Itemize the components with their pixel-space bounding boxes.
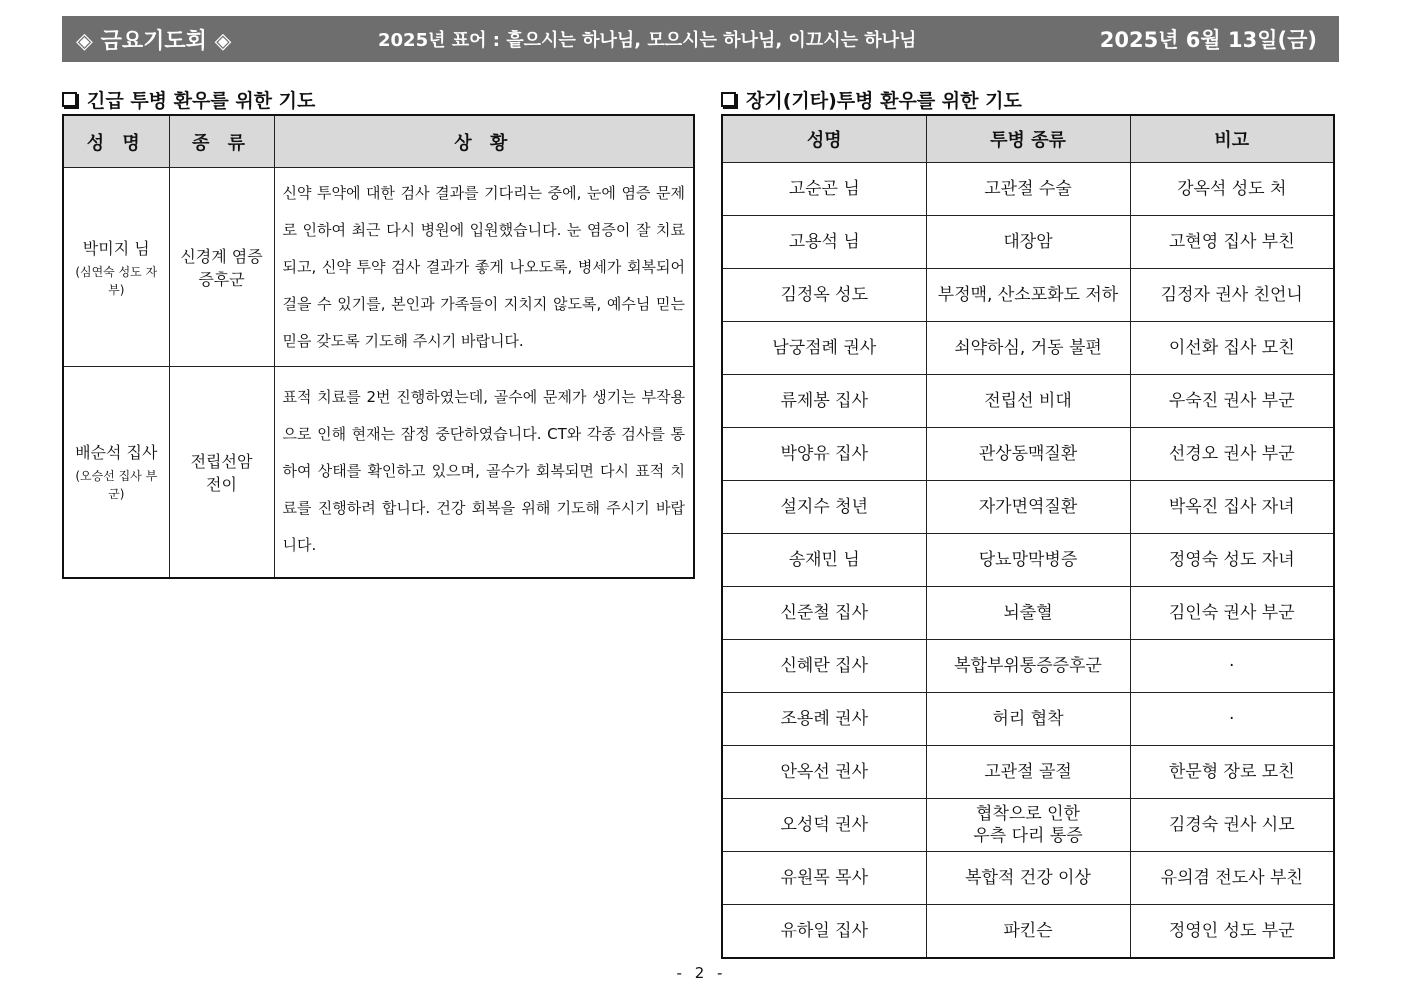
illness-type: 복합부위통증증후군 [926,640,1130,693]
illness-type: 파킨슨 [926,905,1130,959]
illness-type: 고관절 골절 [926,746,1130,799]
note: · [1130,640,1334,693]
table-row [722,428,1334,481]
year-motto: 2025년 표어 : 흩으시는 하나님, 모으시는 하나님, 이끄시는 하나님 [378,30,917,51]
table-row [722,163,1334,216]
patient-name: 유하일 집사 [722,905,926,959]
table-row [63,168,694,367]
urgent-section-title [62,86,315,113]
note: 고현영 집사 부친 [1130,216,1334,269]
illness-type: 당뇨망막병증 [926,534,1130,587]
patient-name: 송재민 님 [722,534,926,587]
patient-name: 김정옥 성도 [722,269,926,322]
patient-name: 조용례 권사 [722,693,926,746]
column-header-illness: 투병 종류 [926,115,1130,163]
column-header-name: 성 명 [63,115,169,168]
table-row [722,587,1334,640]
checkbox-square-icon [721,92,736,107]
patient-cell [63,367,169,578]
note: · [1130,693,1334,746]
situation-text: 신약 투약에 대한 검사 결과를 기다리는 중에, 눈에 염증 문제로 인하여 최근 다시 병원에 입원했습니다. 눈 염증이 잘 치료되고, 신약 투약 검사 결과가 좋게 나오도록, 병세가 회복되어 걸을 수 있기를, 본인과 가족들이 지치지 않도록, 예수님 믿는 믿음 갖도록 기도해 주시기 바랍니다. [274,168,694,367]
longterm-section-title-text: 장기(기타)투병 환우를 위한 기도 [746,90,1022,112]
note: 박옥진 집사 자녀 [1130,481,1334,534]
note: 강옥석 성도 처 [1130,163,1334,216]
illness-type: 뇌출혈 [926,587,1130,640]
column-header-name: 성명 [722,115,926,163]
patient-name: 남궁점례 권사 [722,322,926,375]
patient-name: 박양유 집사 [722,428,926,481]
checkbox-square-icon [62,92,77,107]
illness-type: 대장암 [926,216,1130,269]
illness-type: 쇠약하심, 거동 불편 [926,322,1130,375]
patient-cell [63,168,169,367]
column-header-type: 종 류 [169,115,274,168]
table-row [63,367,694,578]
patient-name: 박미지 님 [82,238,150,258]
situation-text: 표적 치료를 2번 진행하였는데, 골수에 문제가 생기는 부작용으로 인해 현재는 잠정 중단하였습니다. CT와 각종 검사를 통하여 상태를 확인하고 있으며, 골수가 회복되면 다시 표적 치료를 진행하려 합니다. 건강 회복을 위해 기도해 주시기 바랍니다. [274,367,694,578]
patient-name: 고용석 님 [722,216,926,269]
urgent-prayer-table [62,114,695,579]
illness-type: 전립선암 전이 [169,367,274,578]
patient-relation: (오승선 집사 부군) [75,469,158,502]
page-header [62,16,1339,62]
note: 정영인 성도 부군 [1130,905,1334,959]
column-header-note: 비고 [1130,115,1334,163]
illness-type: 고관절 수술 [926,163,1130,216]
longterm-prayer-table [721,114,1335,959]
patient-name: 신준철 집사 [722,587,926,640]
illness-type: 신경계 염증 증후군 [169,168,274,367]
page-number: - 2 - [676,964,727,982]
patient-name: 유원목 목사 [722,852,926,905]
note: 김정자 권사 친언니 [1130,269,1334,322]
table-row [722,640,1334,693]
service-date: 2025년 6월 13일(금) [1099,28,1317,52]
illness-type: 자가면역질환 [926,481,1130,534]
patient-name: 안옥선 권사 [722,746,926,799]
note: 김인숙 권사 부군 [1130,587,1334,640]
patient-name: 신혜란 집사 [722,640,926,693]
table-header-row [722,115,1334,163]
note: 선경오 권사 부군 [1130,428,1334,481]
table-row [722,269,1334,322]
table-row [722,799,1334,852]
note: 이선화 집사 모친 [1130,322,1334,375]
note: 유의겸 전도사 부친 [1130,852,1334,905]
illness-type: 관상동맥질환 [926,428,1130,481]
table-row [722,746,1334,799]
note: 김경숙 권사 시모 [1130,799,1334,852]
table-row [722,693,1334,746]
page-title: ◈ 금요기도회 ◈ [76,28,232,54]
patient-name: 배순석 집사 [75,443,158,463]
note: 한문형 장로 모친 [1130,746,1334,799]
patient-name: 오성덕 권사 [722,799,926,852]
note: 우숙진 권사 부군 [1130,375,1334,428]
table-row [722,322,1334,375]
patient-name: 고순곤 님 [722,163,926,216]
table-row [722,534,1334,587]
table-row [722,905,1334,959]
table-header-row [63,115,694,168]
illness-type: 전립선 비대 [926,375,1130,428]
column-header-situation: 상 황 [274,115,694,168]
urgent-section-title-text: 긴급 투병 환우를 위한 기도 [87,90,316,112]
table-row [722,216,1334,269]
table-row [722,481,1334,534]
table-row [722,852,1334,905]
patient-name: 류제봉 집사 [722,375,926,428]
patient-relation: (심연숙 성도 자부) [75,264,158,297]
illness-type: 허리 협착 [926,693,1130,746]
illness-type: 부정맥, 산소포화도 저하 [926,269,1130,322]
longterm-section-title [721,86,1022,113]
illness-type: 협착으로 인한 우측 다리 통증 [926,799,1130,852]
note: 정영숙 성도 자녀 [1130,534,1334,587]
illness-type: 복합적 건강 이상 [926,852,1130,905]
table-row [722,375,1334,428]
patient-name: 설지수 청년 [722,481,926,534]
